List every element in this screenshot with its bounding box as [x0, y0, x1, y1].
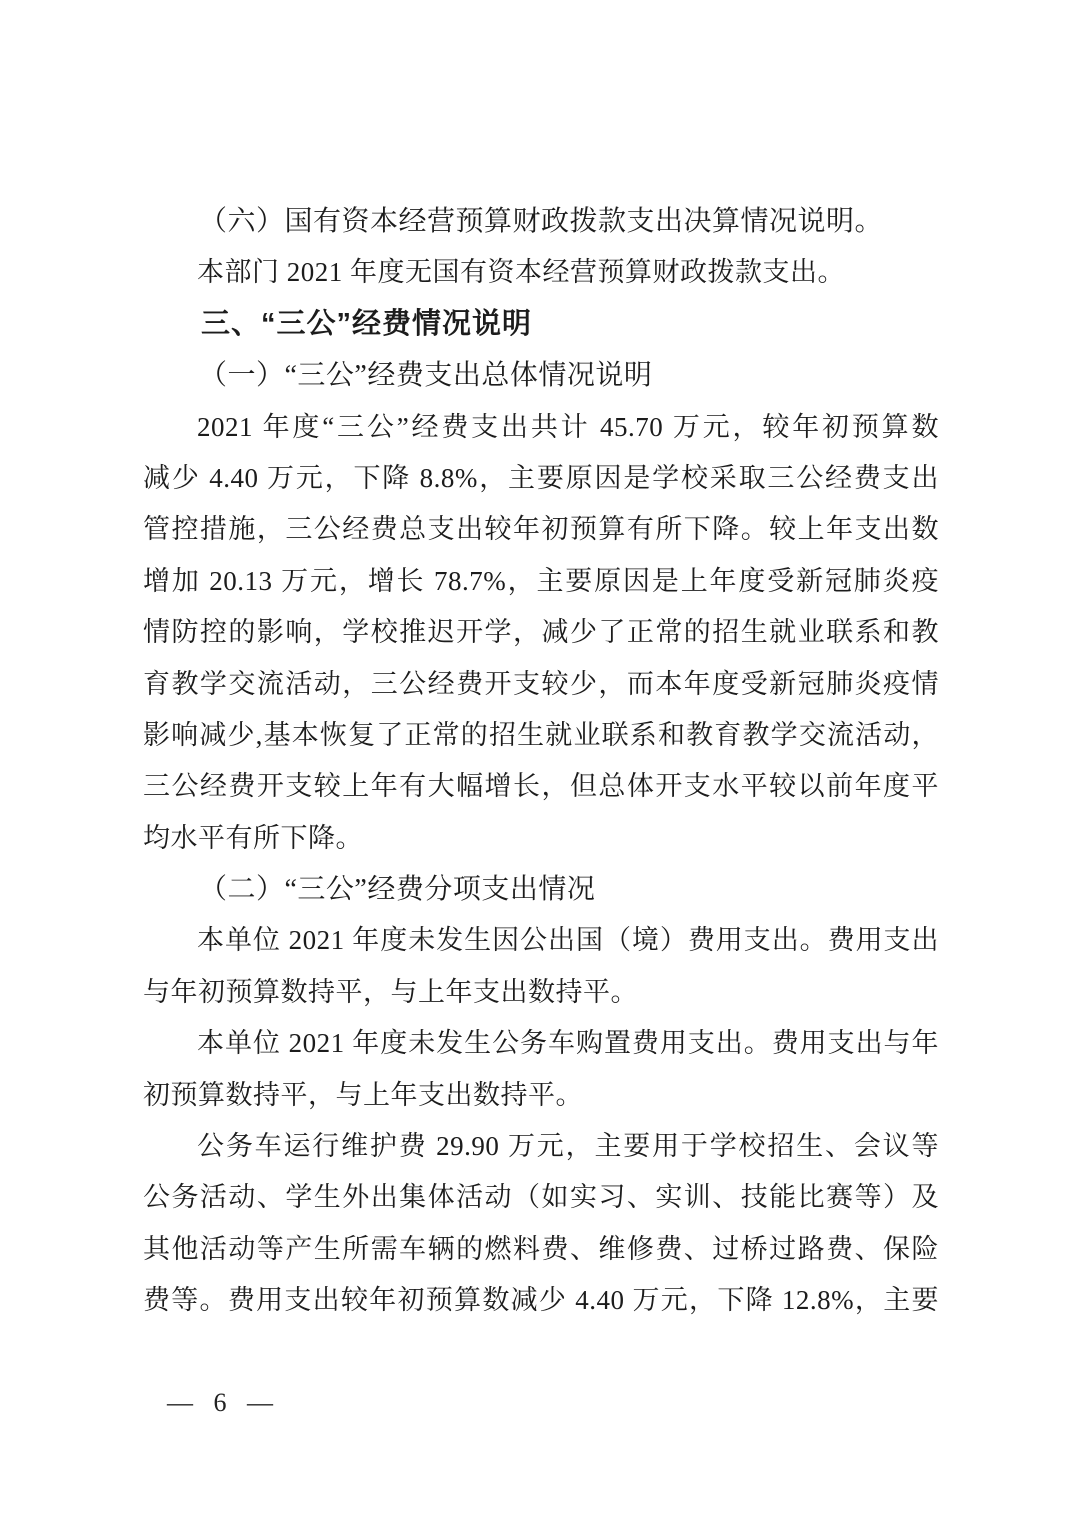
body-line: 增加 20.13 万元，增长 78.7%，主要原因是上年度受新冠肺炎疫	[143, 565, 939, 596]
body-line: 公务活动、学生外出集体活动（如实习、实训、技能比赛等）及	[143, 1182, 939, 1213]
subsection-heading-6: （六）国有资本经营预算财政拨款支出决算情况说明。	[199, 206, 884, 237]
body-line: 管控措施，三公经费总支出较年初预算有所下降。较上年支出数	[143, 514, 939, 545]
body-line: 公务车运行维护费 29.90 万元，主要用于学校招生、会议等	[197, 1131, 939, 1162]
body-line: 其他活动等产生所需车辆的燃料费、维修费、过桥过路费、保险	[143, 1233, 939, 1264]
body-line: 本单位 2021 年度未发生因公出国（境）费用支出。费用支出	[197, 925, 939, 956]
page-number: — 6 —	[167, 1388, 273, 1417]
document-body	[143, 196, 939, 1327]
body-line: 情防控的影响，学校推迟开学，减少了正常的招生就业联系和教	[143, 617, 939, 648]
body-line: 费等。费用支出较年初预算数减少 4.40 万元，下降 12.8%，主要	[143, 1285, 939, 1316]
body-line: 2021 年度“三公”经费支出共计 45.70 万元，较年初预算数	[197, 411, 939, 442]
body-line: 减少 4.40 万元，下降 8.8%，主要原因是学校采取三公经费支出	[143, 462, 939, 493]
subsection-heading-3-1: （一）“三公”经费支出总体情况说明	[199, 360, 653, 392]
body-line: 与年初预算数持平，与上年支出数持平。	[143, 976, 638, 1007]
body-line: 育教学交流活动，三公经费开支较少，而本年度受新冠肺炎疫情	[143, 668, 939, 699]
body-line: 影响减少,基本恢复了正常的招生就业联系和教育教学交流活动，	[143, 719, 939, 750]
body-line: 初预算数持平，与上年支出数持平。	[143, 1079, 583, 1110]
body-line: 本单位 2021 年度未发生公务车购置费用支出。费用支出与年	[197, 1028, 939, 1059]
body-line: 本部门 2021 年度无国有资本经营预算财政拨款支出。	[197, 257, 845, 288]
body-line: 均水平有所下降。	[143, 822, 363, 853]
section-heading-3: 三、“三公”经费情况说明	[201, 307, 533, 340]
body-line: 三公经费开支较上年有大幅增长，但总体开支水平较以前年度平	[143, 771, 939, 802]
subsection-heading-3-2: （二）“三公”经费分项支出情况	[199, 874, 596, 906]
